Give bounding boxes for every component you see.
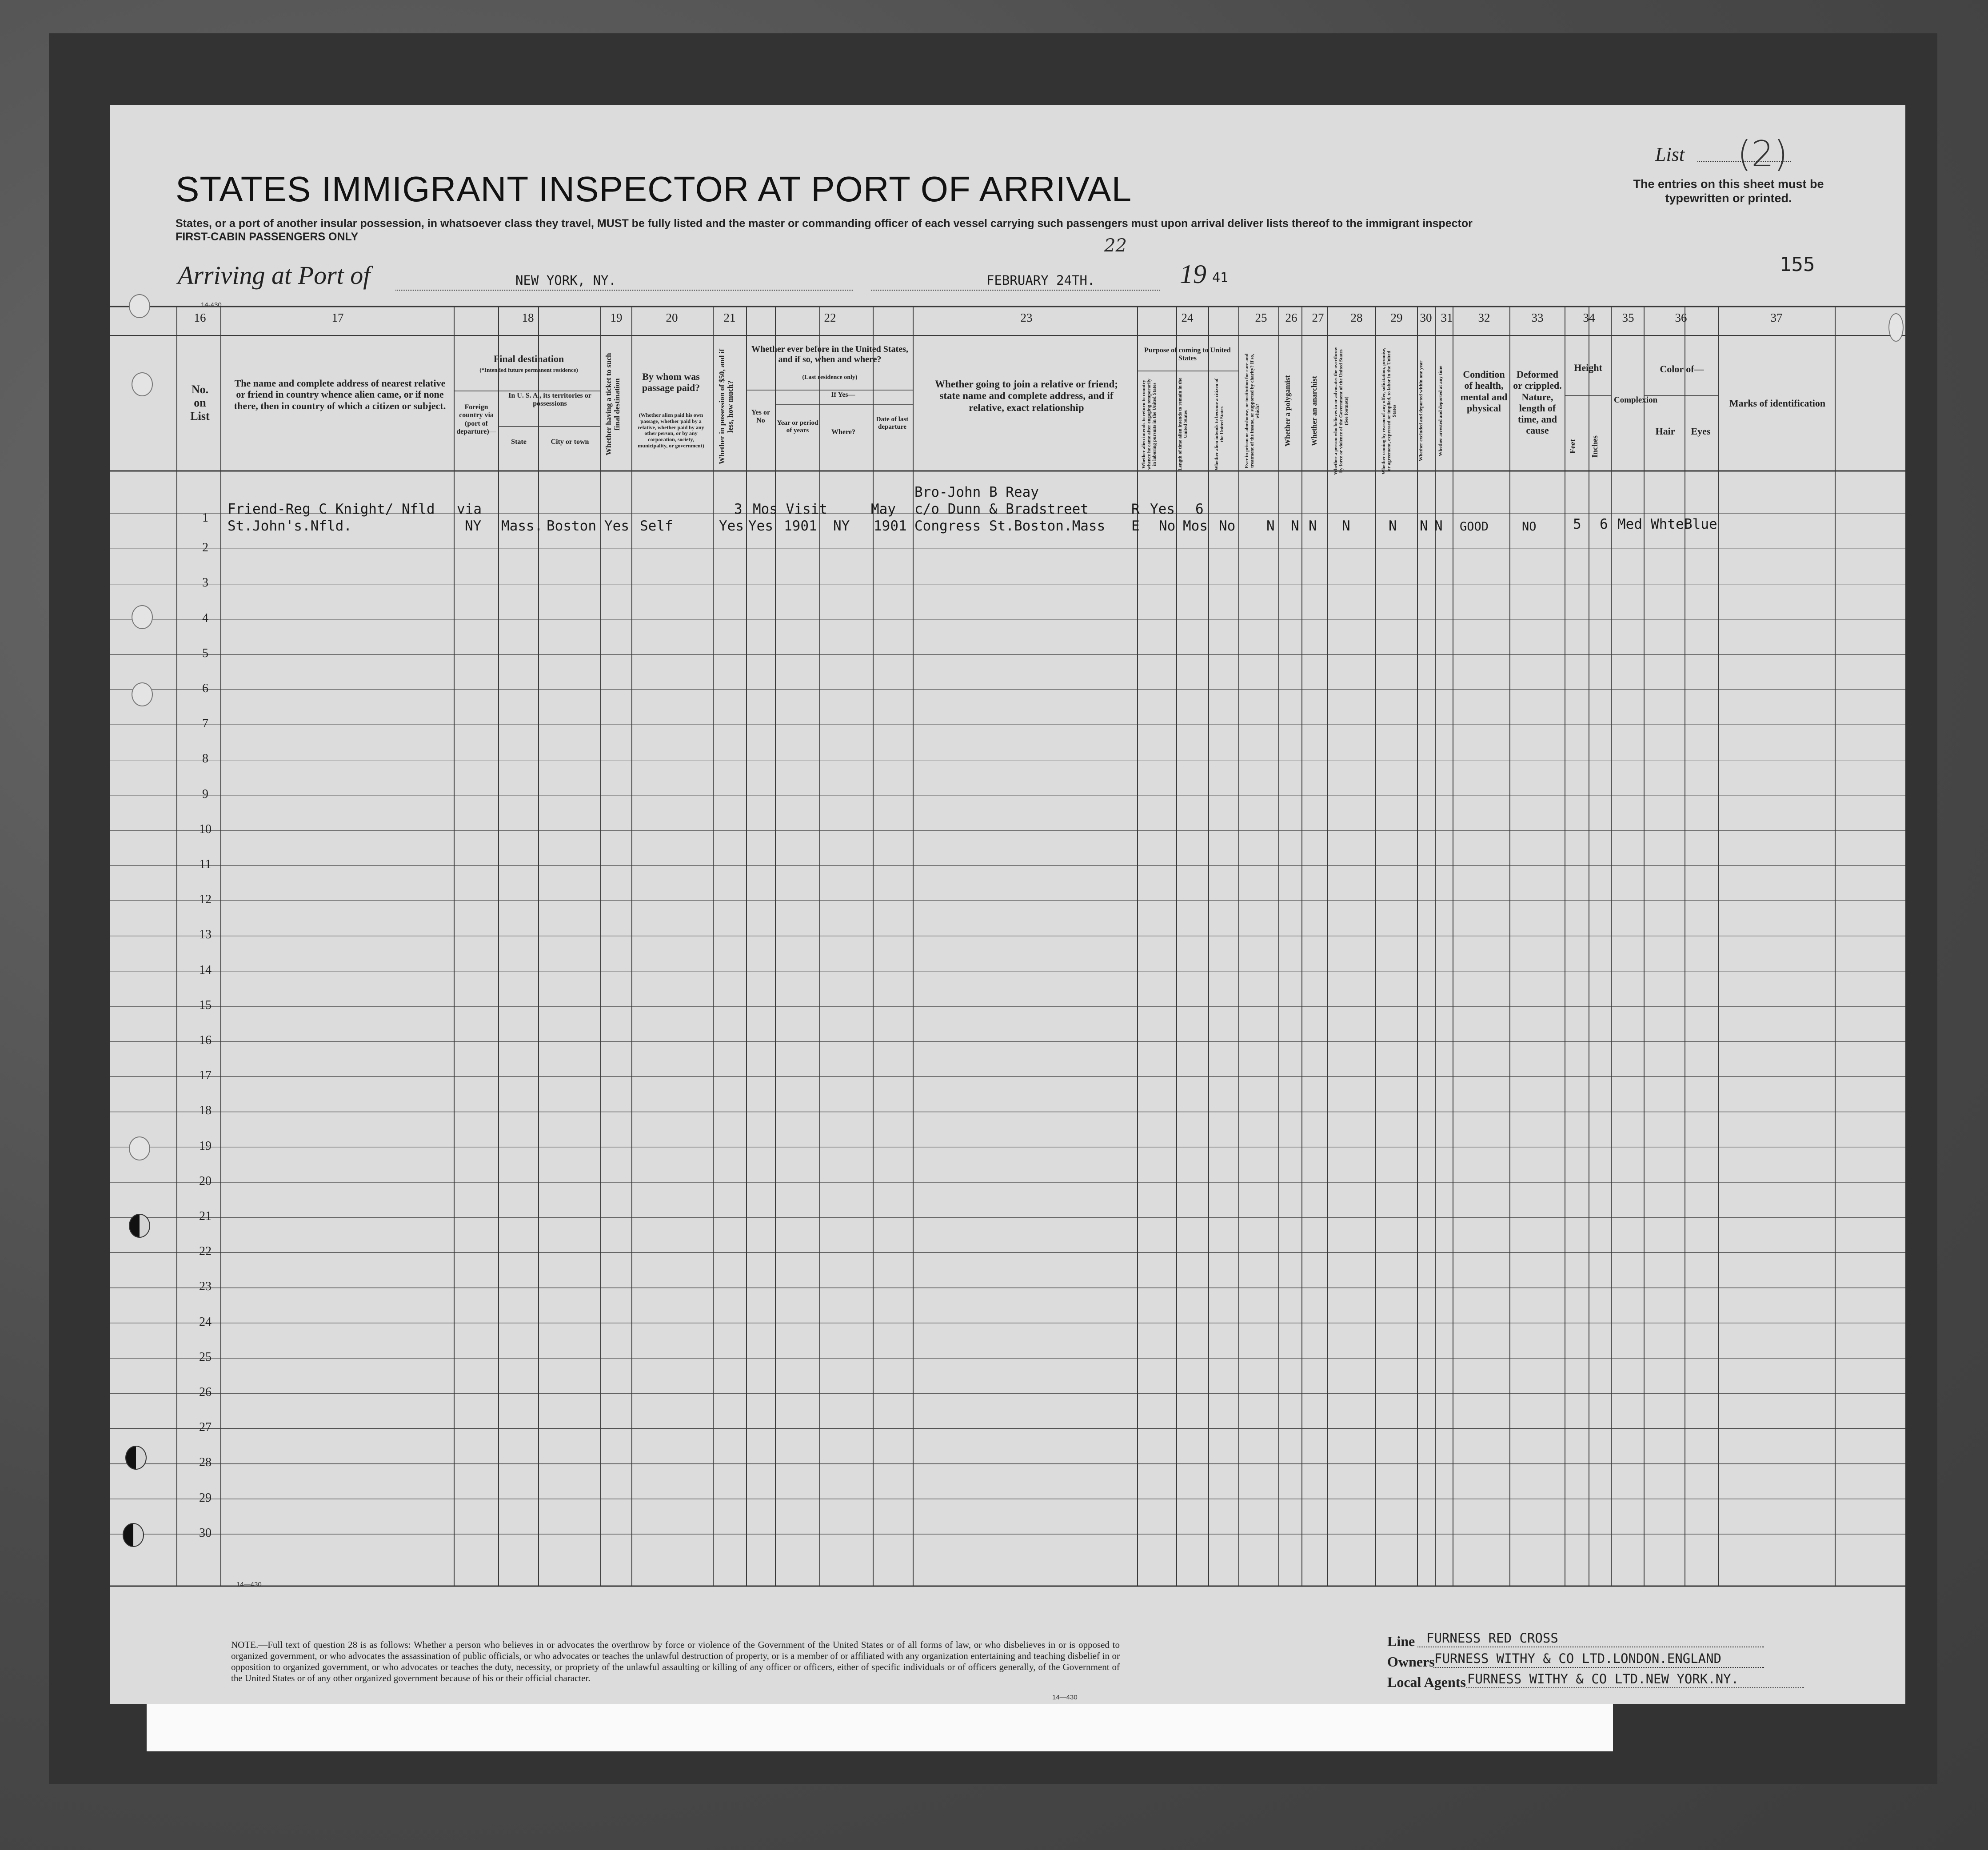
owners-value: FURNESS WITHY & CO LTD.LONDON.ENGLAND (1434, 1651, 1722, 1666)
date-line (871, 290, 1160, 291)
foreign-via: via (457, 501, 482, 517)
possession-top: 3 (734, 501, 743, 517)
header-purpose-c: Whether alien intends to become a citizen of the United States (1214, 378, 1225, 470)
col-number: 23 (1020, 311, 1033, 324)
header-where: Where? (831, 428, 855, 436)
row-number: 20 (199, 1174, 212, 1188)
q28: N (1342, 518, 1350, 534)
row-number: 8 (202, 752, 208, 766)
header-joining-relative: Whether going to join a relative or friend; state name and complete address, and if relative, exact relationship (934, 379, 1118, 413)
header-height: Height (1574, 362, 1602, 373)
form-instructions: States, or a port of another insular possession, in whatsoever class they travel, MUST be fully listed and the master or commanding officer of each vessel carrying such passengers must upon arrival deliver lists thereof to the immigrant inspector FIRST-CABIN PASSENGERS ONLY (176, 217, 1473, 243)
header-polygamist: Whether a polygamist (1283, 375, 1292, 447)
row-number: 21 (199, 1209, 212, 1223)
row-number: 11 (199, 857, 212, 871)
date-value: FEBRUARY 24TH. (986, 273, 1095, 288)
header-state: State (511, 438, 527, 446)
punch-hole-icon (129, 1214, 150, 1238)
period-top: Mos Visit (753, 501, 827, 517)
row-number: 23 (199, 1280, 212, 1294)
header-passage-note: (Whether alien paid his own passage, whether paid by a relative, whether paid by any other person, or by any corporation, society, municipality, or government) (638, 412, 704, 449)
header-purpose: Purpose of coming to United States (1144, 347, 1231, 363)
form-grid (110, 105, 1905, 1704)
purpose-b-top: Yes (1150, 501, 1175, 517)
col-number: 17 (331, 311, 344, 324)
header-year-period: Year or period of years (777, 419, 818, 435)
punch-hole-icon (132, 682, 153, 706)
ever-before: Yes (748, 518, 773, 534)
row-number: 7 (202, 717, 208, 731)
header-date-last-departure: Date of last departure (876, 416, 909, 431)
hair: Whte (1651, 516, 1684, 532)
form-code-top: 14-430 (201, 301, 222, 309)
header-color-of: Color of— (1660, 363, 1704, 375)
joining-line-2: c/o Dunn & Bradstreet (914, 501, 1089, 517)
owners-dotline (1433, 1667, 1764, 1668)
header-final-destination-note: (*Intended future permanent residence) (479, 367, 578, 373)
agents-label: Local Agents (1387, 1674, 1466, 1690)
dest-state: Mass. (501, 518, 543, 534)
row-number: 5 (202, 646, 208, 660)
line-value: FURNESS RED CROSS (1426, 1631, 1558, 1646)
height-feet: 5 (1573, 516, 1581, 532)
period-bottom: 1901 (784, 518, 817, 534)
punch-hole-icon (123, 1523, 144, 1547)
entries-note: The entries on this sheet must be typewritten or printed. (1633, 177, 1824, 205)
date-top: May (871, 501, 896, 517)
header-inches: Inches (1590, 435, 1599, 458)
height-inches: 6 (1600, 516, 1608, 532)
q29: N (1389, 518, 1397, 534)
col-number: 16 (194, 311, 206, 324)
header-condition: Condition of health, mental and physical (1460, 369, 1508, 414)
header-yes-or-no: Yes or No (751, 409, 770, 425)
row-number: 25 (199, 1350, 212, 1364)
line-label: Line (1387, 1633, 1415, 1649)
header-if-yes: If Yes— (831, 391, 855, 399)
row-number: 19 (199, 1139, 212, 1153)
header-q31: Whether arrested and deported at any time (1438, 366, 1443, 456)
row-number: 13 (199, 928, 212, 942)
header-city: City or town (551, 438, 589, 446)
col-number: 28 (1350, 311, 1363, 324)
arriving-label: Arriving at Port of (178, 261, 371, 290)
header-ticket: Whether having a ticket to such final destination (604, 353, 621, 456)
header-anarchist: Whether an anarchist (1310, 375, 1318, 447)
punch-hole-icon (132, 372, 153, 396)
purpose-b-bottom: No (1159, 518, 1176, 534)
header-eyes: Eyes (1691, 426, 1711, 437)
length-top: 6 (1195, 501, 1204, 517)
punch-hole-icon (125, 1446, 147, 1470)
col-number: 20 (666, 311, 678, 324)
joining-line-1: Bro-John B Reay (914, 484, 1039, 500)
col-number: 26 (1285, 311, 1297, 324)
passage: Self (640, 518, 673, 534)
row-number: 10 (199, 822, 212, 836)
row-number: 14 (199, 963, 212, 977)
complexion: Med (1617, 516, 1642, 532)
row-number: 9 (202, 787, 208, 801)
relative-line-2: St.John's.Nfld. (228, 518, 352, 534)
row-number: 6 (202, 682, 208, 695)
q30: N (1420, 518, 1428, 534)
col-number: 32 (1478, 311, 1490, 324)
date-correction: 22 (1104, 235, 1127, 256)
joining-line-3: Congress St.Boston.Mass (914, 518, 1106, 534)
header-feet: Feet (1568, 439, 1577, 454)
col-number: 31 (1441, 311, 1453, 324)
form-title: STATES IMMIGRANT INSPECTOR AT PORT OF ARRIVAL (176, 169, 1132, 209)
condition: GOOD (1460, 520, 1489, 534)
header-marks: Marks of identification (1729, 398, 1826, 409)
col-number: 37 (1770, 311, 1783, 324)
col-number: 18 (522, 311, 534, 324)
punch-hole-icon (1888, 313, 1904, 342)
header-q30: Whether excluded and deported within one year (1418, 360, 1424, 462)
port-line (395, 290, 853, 291)
agents-value: FURNESS WITHY & CO LTD.NEW YORK.NY. (1467, 1671, 1739, 1687)
eyes: Blue (1684, 516, 1717, 532)
question-28-note: NOTE.—Full text of question 28 is as follows: Whether a person who believes in or advocates the overthrow by force or violence of the Government of the United States or of all forms of law, or who disbelieves in or is opposed to organized government, or who advocates the assassination of public officials, or who advocates or teaches the unlawful destruction of property, or is a member of or affiliated with any organization entertaining and teaching disbelief in or opposition to organized government, or who advocates or teaches the duty, necessity, or propriety of the unlawful assaulting or killing of any officer or officers, either of specific individuals or of officers generally, of the Government of the United States or of any other organized government because of his or their official character. (231, 1639, 1120, 1683)
form-code-left: 14—430 (236, 1581, 262, 1588)
anarchist: N (1309, 518, 1317, 534)
col-number: 36 (1675, 311, 1687, 324)
foreign-country: NY (465, 518, 482, 534)
polygamist: N (1291, 518, 1299, 534)
row-number: 3 (202, 576, 208, 590)
col-number: 24 (1181, 311, 1194, 324)
row-number: 28 (199, 1455, 212, 1470)
col-number: 22 (824, 311, 836, 324)
col-number: 29 (1390, 311, 1403, 324)
header-purpose-a: Whether alien intends to return to country whence he came after engaging temporarily in laboring pursuits in the United States (1141, 379, 1157, 470)
header-no-on-list: No. on List (190, 383, 210, 423)
row-number: 18 (199, 1104, 212, 1118)
header-ever-before: Whether ever before in the United States, and if so, when and where? (751, 344, 908, 364)
dest-city: Boston (547, 518, 596, 534)
col-number: 19 (610, 311, 623, 324)
ticket: Yes (604, 518, 629, 534)
row-number: 29 (199, 1491, 212, 1505)
header-deformed: Deformed or crippled. Nature, length of time, and cause (1513, 369, 1562, 436)
prison: N (1266, 518, 1275, 534)
form-code: 14—430 (1052, 1694, 1078, 1701)
header-last-residence: (Last residence only) (802, 374, 858, 381)
col-number: 25 (1255, 311, 1267, 324)
length-bottom: Mos (1183, 518, 1208, 534)
row-number: 1 (202, 511, 208, 525)
possession-bottom: Yes (719, 518, 744, 534)
row-number: 30 (199, 1526, 212, 1540)
year-suffix: 41 (1212, 270, 1229, 286)
manifest-sheet (110, 105, 1905, 1704)
header-passage-paid: By whom was passage paid? (642, 371, 700, 394)
col-number: 21 (723, 311, 736, 324)
where: NY (833, 518, 850, 534)
col-number: 34 (1583, 311, 1595, 324)
list-number: (2) (1737, 133, 1788, 175)
date-bottom: 1901 (874, 518, 907, 534)
row-number: 24 (199, 1315, 212, 1329)
row-number: 22 (199, 1244, 212, 1259)
row-number: 17 (199, 1069, 212, 1083)
deformed: NO (1522, 520, 1537, 534)
header-foreign-country: Foreign country via (port of departure)— (456, 403, 496, 436)
list-label: List (1655, 144, 1685, 165)
header-possession-50: Whether in possession of $50, and if less, how much? (718, 349, 735, 464)
citizen: No (1219, 518, 1236, 534)
header-prison: Ever in prison or almshouse, or institution for care and treatment of the insane, or supported by charity? If so, which? (1244, 353, 1260, 469)
agents-dotline (1466, 1687, 1804, 1688)
punch-hole-icon (132, 605, 153, 629)
header-q28: Whether a person who believes in or advocates the overthrow by force or violence of the Government of the United States (See footnote) (1333, 347, 1349, 475)
row-number: 16 (199, 1033, 212, 1047)
punch-hole-icon (129, 294, 150, 318)
year-prefix: 19 (1180, 259, 1206, 289)
header-q29: Whether coming by reason of any offer, solicitation, promise, or agreement, expressed or implied, to labor in the United States (1381, 347, 1397, 474)
header-purpose-b: Length of time alien intends to remain in the United States (1178, 378, 1188, 471)
col-number: 33 (1531, 311, 1544, 324)
purpose-a-bottom: E (1131, 518, 1140, 534)
port-value: NEW YORK, NY. (515, 273, 616, 288)
header-in-usa: In U. S. A., its territories or possessions (508, 392, 591, 408)
header-nearest-relative: The name and complete address of nearest relative or friend in country whence alien came, or if none there, then in country of which a citizen or subject. (234, 378, 446, 411)
row-number: 26 (199, 1385, 212, 1399)
col-number: 27 (1312, 311, 1324, 324)
row-number: 27 (199, 1420, 212, 1435)
relative-line-1: Friend-Reg C Knight/ Nfld (228, 501, 435, 517)
punch-hole-icon (129, 1136, 150, 1160)
row-number: 4 (202, 611, 208, 625)
col-number: 35 (1622, 311, 1634, 324)
header-hair: Hair (1655, 426, 1675, 437)
col-number: 30 (1420, 311, 1432, 324)
owners-label: Owners (1387, 1654, 1435, 1670)
header-complexion: Complexion (1614, 395, 1658, 405)
q31: N (1434, 518, 1443, 534)
row-number: 12 (199, 893, 212, 907)
purpose-a-top: R (1131, 501, 1140, 517)
header-final-destination: Final destination (493, 353, 564, 364)
row-number: 15 (199, 998, 212, 1012)
page-number: 155 (1780, 253, 1815, 276)
row-number: 2 (202, 541, 208, 555)
